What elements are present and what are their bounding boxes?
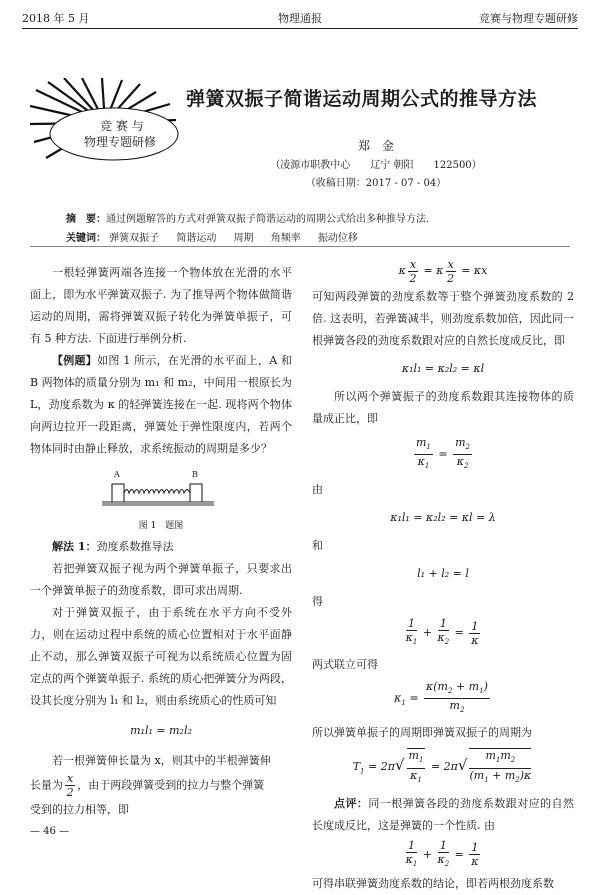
equation-length-sum: l₁ + l₂ = l bbox=[417, 567, 469, 581]
right-paragraph-4: 所以弹簧单振子的周期即弹簧双振子的周期为 bbox=[312, 726, 532, 740]
abstract-text: 通过例题解答的方式对弹簧双振子简谐运动的周期公式给出多种推导方法. bbox=[106, 214, 430, 225]
right-paragraph-1: 可知两段弹簧的劲度系数等于整个弹簧劲度系数的 2 倍. 这表明，若弹簧减半，则劲度系数加倍，因此同一根弹簧各段的劲度系数跟对应的自然长度成反比，即 bbox=[312, 290, 574, 347]
figure-label-a: A bbox=[114, 470, 120, 479]
method-1-paragraph-2: 对于弹簧双振子，由于系统在水平方向不受外力，则在运动过程中系统的质心位置相对于水平面静止不动，那么弹簧双振子可视为以系统质心位置为固定点的两个弹簧单振子. 系统的质心把弹簧分为两段，设其长度分别为 l₁ 和 l₂，则由系统质心的性质可知 bbox=[30, 606, 292, 707]
article-received: （收稿日期：2017 - 07 - 04） bbox=[305, 178, 447, 189]
header-section: 竞赛与物理专题研修 bbox=[479, 12, 578, 25]
word-de: 得 bbox=[312, 595, 323, 609]
article-author: 郑 金 bbox=[357, 139, 394, 153]
word-you: 由 bbox=[312, 483, 323, 497]
header-date: 2018 年 5 月 bbox=[22, 12, 90, 25]
equation-force: = κx bbox=[461, 264, 488, 277]
left-column-lower: 解法 1：劲度系数推导法 若把弹簧双振子视为两个弹簧单振子，只要求出一个弹簧单振子的劲度系数，即可求出周期. 对于弹簧双振子，由于系统在水平方向不受外力，则在运动过程中系统的质心位置相对于水平面静止不动，那么弹簧双振子可视为以系统质心位置为固定点的两个弹簧单振子. 系统的质心把弹簧分为两段，设其长度分别为 l₁ 和 l₂，则由系统质心的性质可知 m₁l₁ = m₂l₂ 若一根弹簧伸长量为 x，则其中的半根弹簧伸 长量为 $\frac{x}{2}$ ，由于两段弹簧受到的拉力与整个弹簧 受到的拉力相等，即 bbox=[30, 536, 292, 821]
comment-label: 点评： bbox=[334, 796, 369, 810]
comment-text: 同一根弹簧各段的劲度系数跟对应的自然长度成反比，这是弹簧的一个性质. 由 bbox=[312, 796, 575, 832]
right-paragraph-2: 所以两个弹簧振子的劲度系数跟其连接物体的质量成正比，即 bbox=[312, 390, 574, 425]
abstract bbox=[66, 210, 429, 225]
equation-lambda: κ₁l₁ = κ₂l₂ = κl = λ bbox=[390, 511, 496, 525]
right-paragraph-3: 两式联立可得 bbox=[312, 657, 378, 671]
left-column bbox=[30, 262, 292, 460]
keyword: 角频率 bbox=[270, 233, 301, 244]
text-fragment: ，由于两段弹簧受到的拉力与整个弹簧 bbox=[77, 778, 265, 792]
figure-caption: 图 1 题图 bbox=[138, 521, 184, 531]
article-affiliation: （凌源市职教中心 辽宁 朝阳 122500） bbox=[270, 160, 482, 171]
equation-kappa-length: κ₁l₁ = κ₂l₂ = κl bbox=[401, 362, 485, 375]
logo-line-2: 物理专题研修 bbox=[84, 135, 157, 149]
keyword: 振动位移 bbox=[317, 233, 358, 244]
method-1-paragraph-4: 受到的拉力相等，即 bbox=[30, 803, 129, 816]
method-1-paragraph-3: 若一根弹簧伸长量为 x，则其中的半根弹簧伸 bbox=[52, 754, 271, 767]
header-rule bbox=[22, 28, 578, 29]
method-1-label: 解法 1： bbox=[52, 540, 97, 553]
right-paragraph-5: 可得串联弹簧劲度系数的结论，即若两根劲度系数 bbox=[312, 877, 554, 890]
method-1-title: 劲度系数推导法 bbox=[96, 540, 174, 553]
example-text: 如图 1 所示，在光滑的水平面上，A 和 B 两物体的质量分别为 m₁ 和 m₂，中间用一根原长为 L，劲度系数为 κ 的轻弹簧连接在一起. 现将两个物体向两边拉开一段距离，弹簧处于弹性限度内，若两个物体同时由静止释放，求系统振动的周期是多少？ bbox=[30, 354, 292, 455]
word-he: 和 bbox=[312, 539, 323, 553]
right-column: κ $\frac{x}{2}$ = κ $\frac{x}{2}$ = κx 可知两段弹簧的劲度系数等于整个弹簧劲度系数的 2 倍. 这表明，若弹簧减半，则劲度系数加倍，因此同一根弹簧各段的劲度系数跟对应的自然长度成反比，即 κ₁l₁ = κ₂l₂ = κl 所以两个弹簧振子的劲度系数跟其连接物体的质量成正比，即 $\frac{m_1}{\kappa_1}$ = $\frac{m_2}{\kappa_2}$ 由 κ₁l₁ = κ₂l₂ = κl = λ 和 l₁ + l₂ = l 得 $\frac{1}{\kappa_1}$ + $\frac{1}{\kappa_2}$ = $\frac{1}{\kappa}$ 两式联立可得 $\kappa_1$ = $\frac{\kappa(m_2 + m_1)}{m_2}$ 所以弹簧单振子的周期即弹簧双振子的周期为 $T_1 = 2\pi√$ $\frac{m_1}{\kappa_1}$ = 2π√ $\frac{m_1m_2}{(m_1 + m_2)\kappa}$ 点评：同一根弹簧各段的劲度系数跟对应的自然长度成反比，这是弹簧的一个性质. 由 $\frac{1}{\kappa_1}$ + $\frac{1}{\kappa_2}$ = $\frac{1}{\kappa}$ 可得串联弹簧劲度系数的结论，即若两根劲度系数 bbox=[312, 256, 574, 895]
keyword: 周期 bbox=[233, 233, 254, 244]
example-label: 【例题】 bbox=[52, 354, 98, 367]
logo-text bbox=[70, 118, 156, 150]
keyword: 简谐运动 bbox=[176, 233, 217, 244]
keyword: 弹簧双振子 bbox=[109, 233, 160, 244]
abstract-label: 摘 要： bbox=[66, 214, 106, 225]
abstract-rule bbox=[30, 246, 570, 247]
keywords bbox=[66, 229, 358, 244]
article-title: 弹簧双振子简谐运动周期公式的推导方法 bbox=[186, 88, 538, 110]
intro-paragraph: 一根轻弹簧两端各连接一个物体放在光滑的水平面上，即为水平弹簧双振子. 为了推导两个物体做简谐运动的周期，需将弹簧双振子转化为弹簧单振子，可有 5 种方法. 下面进行举例分析. bbox=[30, 266, 292, 345]
header-journal: 物理通报 bbox=[278, 12, 322, 25]
keywords-label: 关键词： bbox=[66, 233, 106, 244]
figure-label-b: B bbox=[192, 470, 198, 479]
logo-line-1: 竞 赛 与 bbox=[100, 119, 144, 133]
equation-mass-length: m₁l₁ = m₂l₂ bbox=[130, 724, 192, 737]
method-1-paragraph-1: 若把弹簧双振子视为两个弹簧单振子，只要求出一个弹簧单振子的劲度系数，即可求出周期. bbox=[30, 562, 292, 597]
text-fragment: 长量为 bbox=[30, 778, 63, 792]
figure-1 bbox=[98, 472, 218, 510]
page-number: — 46 — bbox=[30, 826, 70, 837]
